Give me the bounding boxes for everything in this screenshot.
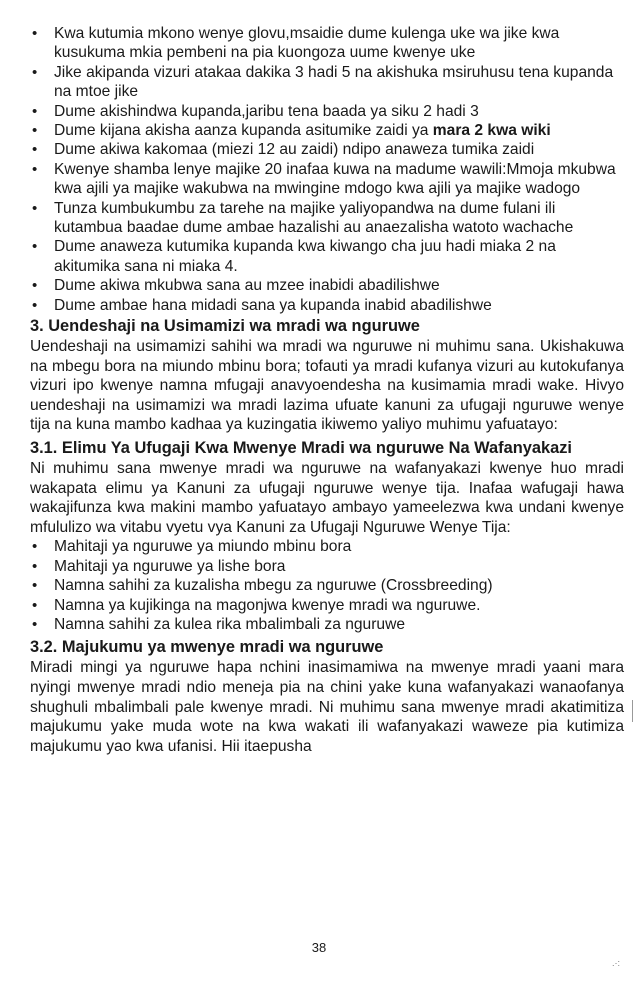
section-heading-3: 3. Uendeshaji na Usimamizi wa mradi wa nguruwe <box>30 317 420 336</box>
list-item <box>30 121 624 140</box>
scan-edge-mark <box>632 700 633 722</box>
list-item: • Tunza kumbukumbu za tarehe na majike yaliyopandwa na dume fulani ili kutambua baadae dume ambae hazalishi au anaezalisha watoto wachache <box>30 199 624 238</box>
bold-text: mara 2 kwa wiki <box>432 122 551 140</box>
list-item: • Namna ya kujikinga na magonjwa kwenye mradi wa nguruwe. <box>30 596 624 615</box>
section-paragraph-3: Uendeshaji na usimamizi sahihi wa mradi wa nguruwe ni muhimu sana. Ukishakuwa na mbegu bora na miundo mbinu bora; tofauti ya mradi kufanya vizuri au kutokufanya vizuri ipo kwenye namna mfugaji anavyoendesha na kusimamia mradi wake. Hivyo uendeshaji na usimamizi wa mradi lazima ufuate kanuni za ufugaji nguruwe wenye tija na kuna mambo kadhaa ya kuzingatia ikiwemo yaliyo muhimu yafuatayo: <box>30 338 624 434</box>
bullet-list-top <box>30 24 624 315</box>
bullet-list-3-1 <box>30 537 624 634</box>
section-heading-3-1: 3.1. Elimu Ya Ufugaji Kwa Mwenye Mradi wa nguruwe Na Wafanyakazi <box>30 439 572 458</box>
section-paragraph-3-2: Miradi mingi ya nguruwe hapa nchini inasimamiwa na mwenye mradi yaani mara nyingi mwenye mradi ndio meneja pia na chini yake kuna wafanyakazi wanaofanya shughuli mbalimbali pale kwenye mradi. Ni muhimu sana mwenye mradi akatimitiza majukumu yake muda wote na kwa wakati ili wafanyakazi waweze pia kutimiza majukumu yao kwa ufanisi. Hii itaepusha <box>30 659 624 755</box>
list-item: • Dume ambae hana midadi sana ya kupanda inabid abadilishwe <box>30 296 624 315</box>
list-item: • Namna sahihi za kuzalisha mbegu za nguruwe (Crossbreeding) <box>30 576 624 595</box>
list-item-text: Dume kijana akisha aanza kupanda asitumike zaidi ya <box>54 122 433 140</box>
list-item: • Dume anaweza kutumika kupanda kwa kiwango cha juu hadi miaka 2 na akitumika sana ni miaka 4. <box>30 237 624 276</box>
list-item: • Kwa kutumia mkono wenye glovu,msaidie dume kulenga uke wa jike kwa kusukuma mkia pembeni na pia kuongoza uume kwenye uke <box>30 24 624 63</box>
page-content <box>30 24 624 756</box>
list-item: • Jike akipanda vizuri atakaa dakika 3 hadi 5 na akishuka msiruhusu tena kupanda na mtoe jike <box>30 63 624 102</box>
page-number: 38 <box>311 940 327 955</box>
list-item: • Mahitaji ya nguruwe ya miundo mbinu bora <box>30 537 624 556</box>
list-item: • Namna sahihi za kulea rika mbalimbali za nguruwe <box>30 615 624 634</box>
corner-mark: .·: <box>612 958 620 968</box>
list-item: • Dume akishindwa kupanda,jaribu tena baada ya siku 2 hadi 3 <box>30 102 624 121</box>
list-item: • Dume akiwa kakomaa (miezi 12 au zaidi) ndipo anaweza tumika zaidi <box>30 140 624 159</box>
list-item: • Kwenye shamba lenye majike 20 inafaa kuwa na madume wawili:Mmoja mkubwa kwa ajili ya majike wakubwa na mwingine mdogo kwa ajili ya majike wadogo <box>30 160 624 199</box>
list-item: • Mahitaji ya nguruwe ya lishe bora <box>30 557 624 576</box>
list-item: • Dume akiwa mkubwa sana au mzee inabidi abadilishwe <box>30 276 624 295</box>
section-paragraph-3-1: Ni muhimu sana mwenye mradi wa nguruwe na wafanyakazi kwenye huo mradi wakapata elimu ya Kanuni za ufugaji nguruwe wenye tija. Inafaa wafugaji hawa wakajifunza kwa makini mambo yafuatayo ambayo yameelezwa kwa undani kwenye mfululizo wa vitabu vyetu vya Kanuni za Ufugaji Nguruwe Wenye Tija: <box>30 460 624 536</box>
section-heading-3-2: 3.2. Majukumu ya mwenye mradi wa nguruwe <box>30 638 384 657</box>
